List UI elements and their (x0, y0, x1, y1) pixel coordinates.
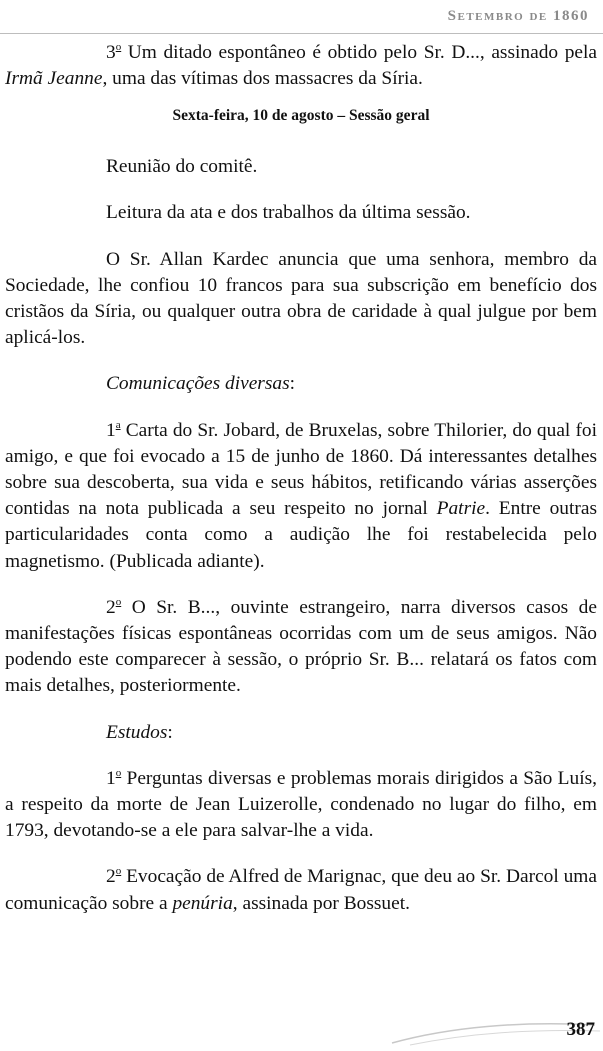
paragraph-dictation: 3$^o$ Um ditado espontâneo é obtido pelo Sr. D..., assinado pela Irmã Jeanne, uma das vítimas dos massacres da Síria. (5, 41, 597, 90)
section-communications: Comunicações diversas: (106, 373, 296, 395)
section-studies: Estudos: (106, 721, 173, 743)
paragraph-questions: 1$^o$ Perguntas diversas e problemas morais dirigidos a São Luís, a respeito da morte de Jean Luizerolle, condenado no lugar do filho, em 1793, devotando-se a ele para salvar-lhe a vida. (5, 766, 597, 842)
paragraph-minutes: Leitura da ata e dos trabalhos da última sessão. (106, 202, 471, 224)
paragraph-listener: 2$^o$ O Sr. B..., ouvinte estrangeiro, narra diversos casos de manifestações físicas espontâneas ocorridas com um de seus amigos. Não podendo este comparecer à sessão, o próprio Sr. B... relatará os fatos com mais detalhes, posteriormente. (5, 595, 597, 697)
paragraph-evocation: 2$^o$ Evocação de Alfred de Marignac, que deu ao Sr. Darcol uma comunicação sobre a penúria, assinada por Bossuet. (5, 865, 597, 914)
paragraph-kardec: O Sr. Allan Kardec anuncia que uma senhora, membro da Sociedade, lhe confiou 10 francos para sua subscrição em benefício dos cristãos da Síria, ou qualquer outra obra de caridade à qual julgue por bem aplicá-los. (5, 248, 597, 349)
running-header: Setembro de 1860 (447, 8, 589, 24)
paragraph-committee: Reunião do comitê. (106, 156, 258, 178)
page-body (5, 40, 597, 917)
italic-name: Irmã Jeanne (5, 68, 103, 90)
session-title: Sexta-feira, 10 de agosto – Sessão geral (172, 107, 430, 124)
header-rule (0, 33, 603, 34)
paragraph-jobard: 1$^a$ Carta do Sr. Jobard, de Bruxelas, sobre Thilorier, do qual foi amigo, e que foi evocado a 15 de junho de 1860. Dá interessantes detalhes sobre sua descoberta, sua vida e seus hábitos, retificando várias asserções contidas na nota publicada a seu respeito no jornal Patrie. Entre outras particularidades conta como a audição lhe foi restabelecida pelo magnetismo. (Publicada adiante). (5, 418, 597, 572)
page-number: 387 (566, 1019, 595, 1040)
